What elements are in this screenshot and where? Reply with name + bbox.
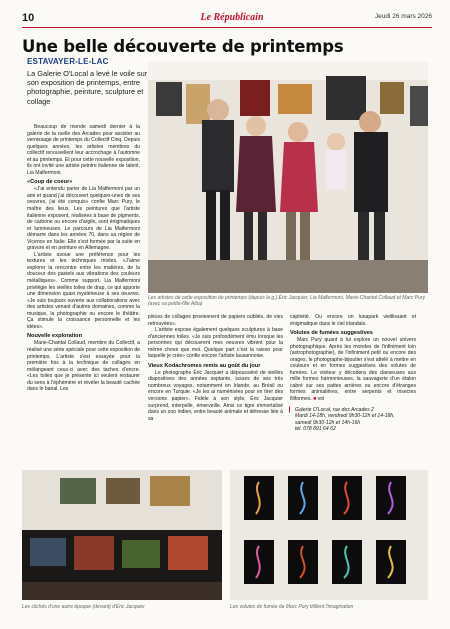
photo-smoke-volutes (230, 470, 428, 600)
main-photo-caption: Les artistes de cette exposition de printemps (depuis la g.) Éric Jacquier, Lia Malfermoni, Marie-Chantal Collaud et Marc Pury (avec sa petite-fille Alba) (148, 295, 426, 307)
author-signature: vol (317, 396, 325, 403)
subheading-nouvelle-exploration: Nouvelle exploration (27, 333, 83, 340)
issue-date: Jeudi 26 mars 2026 (374, 13, 432, 20)
info-venue: Galerie O'Local, rue des Arcades 2 (295, 406, 374, 413)
info-hours-1: Mardi 14-18h, vendredi 9h30-12h et 14-18h, (295, 413, 395, 420)
photo-caption-bottom-right: Les volutes de fumée de Marc Pury titillent l'imagination (230, 604, 354, 610)
photo-exhibition-prints (22, 470, 222, 600)
main-photo-artists (148, 62, 428, 293)
article-column-3 (287, 314, 416, 433)
exhibition-prints-image (22, 470, 222, 600)
paragraph: Marie-Chantal Collaud, membre du Collectif, a réalisé une série spéciale pour cette exposition de printemps. L'artiste s'est essayée pour la première fois à la technique de collages en mélangeant ceux-ci avec des taches d'encre. «Les toiles que je présente ici veulent restaurer du sens à l'éphémère et révéler la beauté cachée dans le banal. Les (27, 340, 140, 393)
end-mark-icon: ■ (313, 396, 317, 403)
subheading-volutes: Volutes de fumées suggestives (290, 330, 373, 337)
subheading-kodachromes: Vieux Kodachromes remis au goût du jour (148, 362, 261, 369)
newspaper-masthead: Le Républicain (200, 12, 264, 23)
page-number: 10 (22, 12, 35, 24)
subheading-coup-de-coeur: «Coup de coeur» (27, 179, 73, 186)
page-header (22, 12, 432, 28)
paragraph (290, 337, 416, 402)
article-headline: Une belle découverte de printemps (22, 37, 344, 56)
photo-caption-bottom-left: Les clichés d'une autre époque (devant) d'Éric Jacquier (22, 604, 145, 610)
article-lead: La Galerie O'Local a levé le voile sur son exposition de printemps, entre photographie, peinture, sculpture et collage (27, 69, 148, 106)
article-dateline: ESTAVAYER-LE-LAC (27, 57, 109, 66)
article-column-1 (27, 124, 140, 393)
paragraph: «J'ai entendu parler de Lia Malfermoni par un ami et quand j'ai découvert quelques-unes de ses oeuvres, j'ai été conquis» confie Marc Pury, le maître des lieux. Les peintures que l'artiste italienne exposent, réalisées à base de pigments, de carbone ou encore d'argile, sont énigmatiques et lumineuses. Le parcours de Lia Malfermoni démarre dans les années 70, dans sa région de Vicence en Italie. Elle s'est formée par la suite en gravure et en peinture en Allemagne. (27, 186, 140, 252)
paragraph: pièces de collages proviennent de papiers oubliés, de vies retrouvées». (148, 314, 283, 327)
info-hours-2: samedi 9h30-12h et 14h-16h (295, 419, 361, 426)
artists-group-photo (148, 62, 428, 293)
paragraph: Le photographe Éric Jacquier a dépoussiéré de vieilles diapositives des années septante, issues de ses très nombreux voyages, notamment en Irlande, au Brésil ou encore en Turquie. «Je les ai numérisées pour en tirer des versions papier». Fidèle à son style, Éric Jacquier surprend, interpelle, émerveille. Ainsi ce tigre immortalisé dans un zoo indien, entre beauté animale et détresse liée à sa (148, 369, 283, 422)
paragraph: captivité. Ou encore un lunapark vieillissant et énigmatique dans le ciel irlandais. (290, 314, 416, 327)
paragraph-text: Marc Pury quant à lui explore un nouvel univers photographique. Après les mondes de l'infiniment loin (astrophotographie), de l'infiniment petit ou encore des orages, le photographe-bijoutier s'est attelé à mettre en couleurs et en formes suggestives des volutes de fumées. Le visiteur y décodera des danseuses aux mille formes harmonieuses, la sauvagerie d'un étalon cabré sur ses pattes arrières ou encore d'étranges formes animalières, entre serpents et insectes filiformes. (290, 337, 416, 403)
paragraph: L'artiste avoue une préférence pour les textures et les techniques mixtes. «J'aime explorer la rencontre entre les matières, de la douceur des pastels aux vibrations des couleurs métalliques». Comme support, Lia Malfermoni privilégie les vieilles toiles de drap, ce qui apporte une dimension quasi mystérieuse à ses œuvres. «Je suis toujours ouverte aux collaborations avec des artistes venant d'autres domaines, comme la musique, la photographie ou encore le théâtre. Ça stimule la croissance personnelle et les idées». (27, 251, 140, 330)
smoke-volutes-image (230, 470, 428, 600)
paragraph: L'artiste expose également quelques sculptures à base d'anciennes toiles. «Je suis profondément ému lorsque les personnes qui découvrent mes oeuvres vibrent pour la même chose que moi. Quelque part c'est la raison pour laquelle je crée» confie encore l'artiste lausannoise. (148, 327, 283, 360)
article-column-2 (148, 314, 283, 422)
info-phone: tél. 078 891 64 62 (295, 426, 336, 433)
practical-info (287, 406, 416, 433)
paragraph: Beaucoup de monde samedi dernier à la galerie de la ruelle des Arcades pour assister au vernissage de printemps du Collectif Cinq. Depuis quelques années, les artistes membres du collectif renouvellent leur accrochage à l'automne et au printemps. Et pour cette nouvelle exposition, ils ont invité une artiste peintre italienne de talent, Lia Malfermoni. (27, 124, 140, 176)
info-pin-icon: ❙ (287, 406, 293, 413)
